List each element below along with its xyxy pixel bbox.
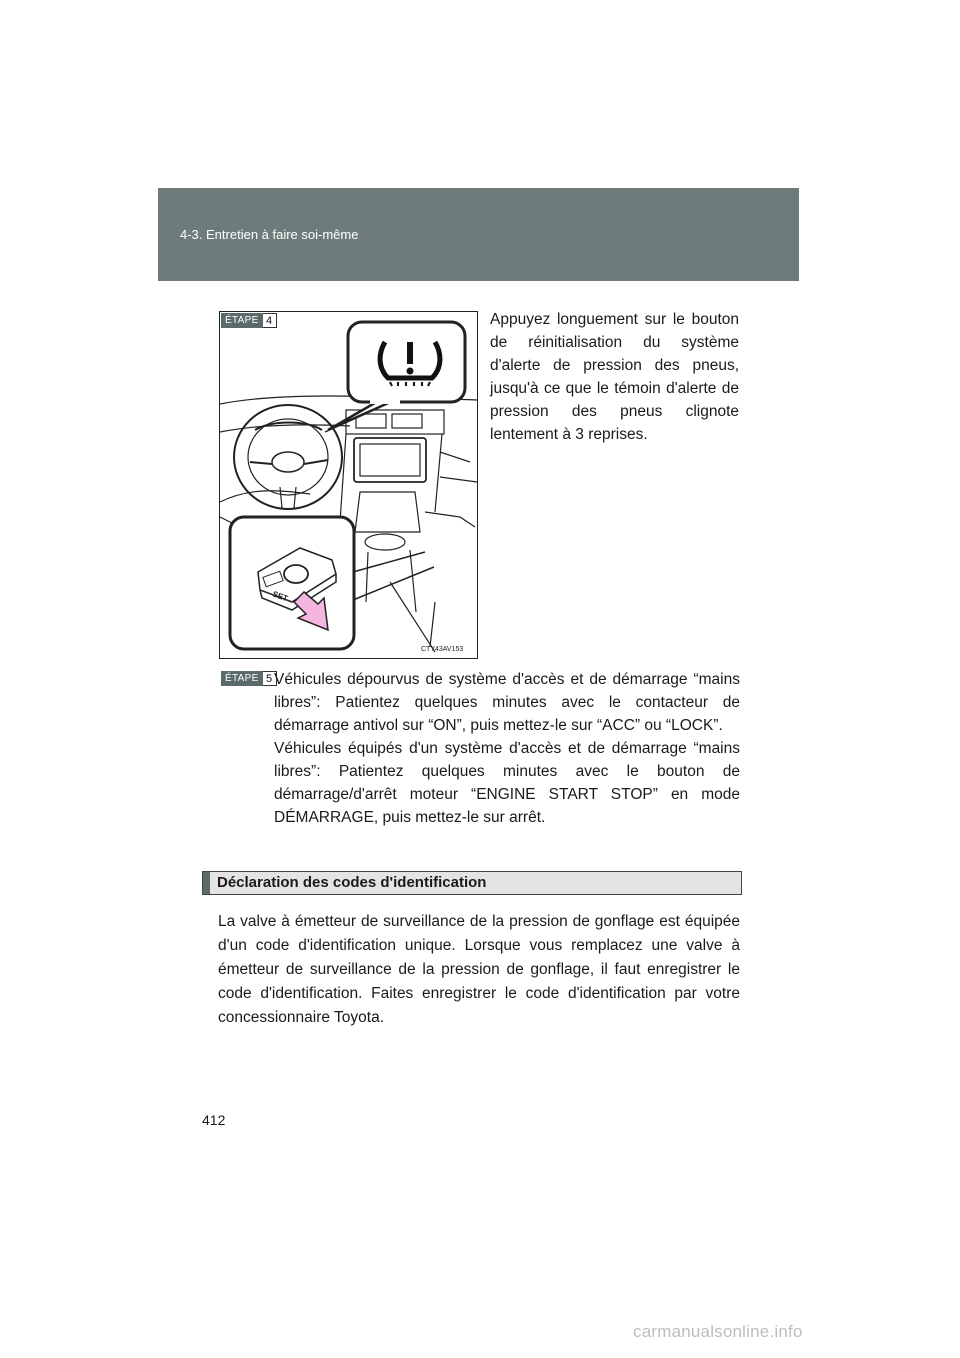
section-header-title: 4-3. Entretien à faire soi-même bbox=[180, 227, 359, 242]
section-heading-bar bbox=[202, 871, 742, 895]
section-body-paragraph: La valve à émetteur de surveillance de la pression de gonflage est équipée d'un code d'identification unique. Lorsque vous remplacez une valve à émetteur de surveillance de la pression de gonflage, il faut enregistrer le code d'identification. Faites enregistrer le code d'identification par votre concessionnaire Toyota. bbox=[218, 913, 740, 1026]
step-4-text: Appuyez longuement sur le bouton de réinitialisation du système d'alerte de pression des pneus, jusqu'à ce que le témoin d'alerte de pression des pneus clignote lentement à 3 reprises. bbox=[490, 311, 739, 443]
step-5-paragraph-2: Véhicules équipés d'un système d'accès et de démarrage “mains libres”: Patientez quelques minutes avec le bouton de démarrage/d'arrêt moteur “ENGINE START STOP” en mode DÉMARRAGE, puis mettez-le sur arrêt. bbox=[274, 740, 740, 826]
step-tag-label: ÉTAPE bbox=[221, 313, 263, 328]
section-heading-accent bbox=[203, 872, 210, 894]
step-tag-number: 4 bbox=[263, 313, 277, 328]
step-tag-number: 5 bbox=[263, 671, 277, 686]
step-tag-label: ÉTAPE bbox=[221, 671, 263, 686]
dashboard-illustration-svg bbox=[220, 312, 477, 658]
step-5-text bbox=[274, 668, 740, 829]
section-heading-title: Déclaration des codes d'identification bbox=[217, 874, 487, 891]
watermark: carmanualsonline.info bbox=[633, 1322, 803, 1341]
set-button-label: SET bbox=[271, 589, 290, 604]
step-5-tag bbox=[221, 671, 277, 686]
figure-code: CTY43AV153 bbox=[421, 646, 464, 653]
dashboard-illustration bbox=[219, 311, 478, 659]
step-5-paragraph-1: Véhicules dépourvus de système d'accès et de démarrage “mains libres”: Patientez quelques minutes avec le contacteur de démarrage antivol sur “ON”, puis mettez-le sur “ACC” ou “LOCK”. bbox=[274, 671, 740, 734]
page-number: 412 bbox=[202, 1112, 226, 1128]
step-4-tag bbox=[221, 313, 277, 328]
